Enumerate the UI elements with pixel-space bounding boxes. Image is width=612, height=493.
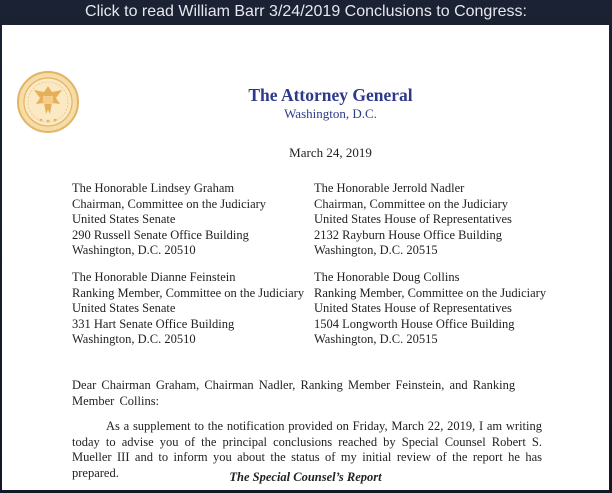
address-line: Chairman, Committee on the Judiciary <box>314 196 509 211</box>
address-line: United States Senate <box>72 301 176 315</box>
recipient-address-nadler <box>314 181 512 259</box>
address-line: United States Senate <box>72 212 176 226</box>
address-line: Ranking Member, Committee on the Judiciary <box>72 285 305 300</box>
address-line: United States House of Representatives <box>314 212 512 226</box>
letterhead-title: The Attorney General <box>248 85 413 105</box>
address-line: Ranking Member, Committee on the Judiciary <box>314 285 547 300</box>
address-line: 1504 Longworth House Office Building <box>314 316 515 331</box>
address-line: Washington, D.C. 20510 <box>72 332 196 346</box>
recipient-address-feinstein <box>72 270 304 348</box>
address-line: Washington, D.C. 20510 <box>72 243 196 257</box>
body-paragraph: As a supplement to the notification provided on Friday, March 22, 2019, I am writing today to advise you of the principal conclusions reached by Special Counsel Robert S. Mueller III and to inform you about the status of my initial review of the report he has prepared. <box>72 419 542 480</box>
address-line: Washington, D.C. 20515 <box>314 243 438 257</box>
recipient-address-collins <box>314 270 546 348</box>
address-line: The Honorable Dianne Feinstein <box>72 270 236 284</box>
read-conclusions-link[interactable]: Click to read William Barr 3/24/2019 Conclusions to Congress: <box>85 3 527 20</box>
address-line: United States House of Representatives <box>314 301 512 315</box>
letter-date: March 24, 2019 <box>289 145 372 160</box>
address-line: Washington, D.C. 20515 <box>314 332 438 346</box>
address-line: The Honorable Doug Collins <box>314 270 460 284</box>
recipient-address-graham <box>72 181 266 259</box>
address-line: The Honorable Lindsey Graham <box>72 181 235 195</box>
section-heading: The Special Counsel’s Report <box>229 470 382 484</box>
address-line: Chairman, Committee on the Judiciary <box>72 196 267 211</box>
letterhead-location: Washington, D.C. <box>284 106 377 121</box>
salutation: Dear Chairman Graham, Chairman Nadler, Ranking Member Feinstein, and Ranking Member Collins: <box>72 378 516 408</box>
address-line: 331 Hart Senate Office Building <box>72 316 235 331</box>
letter-document[interactable] <box>2 25 609 490</box>
address-line: 290 Russell Senate Office Building <box>72 227 249 242</box>
address-line: The Honorable Jerrold Nadler <box>314 181 465 195</box>
address-line: 2132 Rayburn House Office Building <box>314 227 502 242</box>
